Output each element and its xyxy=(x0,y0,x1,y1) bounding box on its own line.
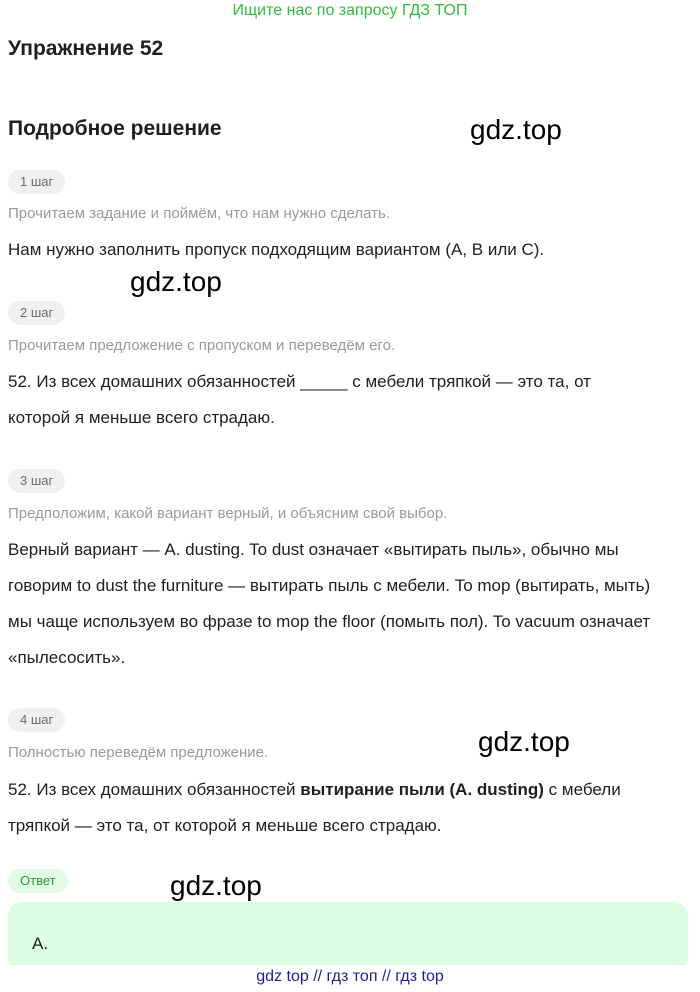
watermark: gdz.top xyxy=(170,870,262,901)
step-badge-1: 1 шаг xyxy=(8,170,65,194)
step-text-1: Нам нужно заполнить пропуск подходящим вариантом (A, B или C). xyxy=(8,240,545,259)
step-text-4-before: 52. Из всех домашних обязанностей xyxy=(8,780,301,799)
answer-badge: Ответ xyxy=(8,869,68,893)
watermark: gdz.top xyxy=(478,726,570,757)
step-hint-4: Полностью переведём предложение. xyxy=(8,744,269,761)
step-badge-2: 2 шаг xyxy=(8,301,65,325)
step-hint-3: Предположим, какой вариант верный, и объясним свой выбор. xyxy=(8,505,448,522)
step-text-2: 52. Из всех домашних обязанностей _____ с мебели тряпкой — это та, от которой я меньше всего страдаю. xyxy=(8,372,591,427)
watermark: gdz.top xyxy=(130,266,222,297)
step-hint-2: Прочитаем предложение с пропуском и переведём его. xyxy=(8,337,396,354)
step-hint-1: Прочитаем задание и поймём, что нам нужно сделать. xyxy=(8,205,391,222)
step-text-4 xyxy=(8,772,668,844)
section-title: Подробное решение xyxy=(8,117,222,140)
answer-text: A. xyxy=(32,934,49,953)
step-text-4-bold: вытирание пыли (A. dusting) xyxy=(300,780,544,799)
step-text-4-after: с мебели тряпкой — это та, от которой я меньше всего страдаю. xyxy=(8,780,621,835)
footer: gdz top // гдз топ // гдз top xyxy=(0,965,700,992)
step-badge-4: 4 шаг xyxy=(8,708,65,732)
top-banner: Ищите нас по запросу ГДЗ ТОП xyxy=(232,2,468,19)
watermark: gdz.top xyxy=(470,114,562,145)
answer-box xyxy=(8,902,688,972)
step-text-3: Верный вариант — A. dusting. To dust означает «вытирать пыль», обычно мы говорим to dust the furniture — вытирать пыль с мебели. To mop (вытирать, мыть) мы чаще используем во фразе to mop the floor (помыть пол). To vacuum означает «пылесосить». xyxy=(8,540,651,667)
step-badge-3: 3 шаг xyxy=(8,469,65,493)
exercise-title: Упражнение 52 xyxy=(8,37,164,60)
